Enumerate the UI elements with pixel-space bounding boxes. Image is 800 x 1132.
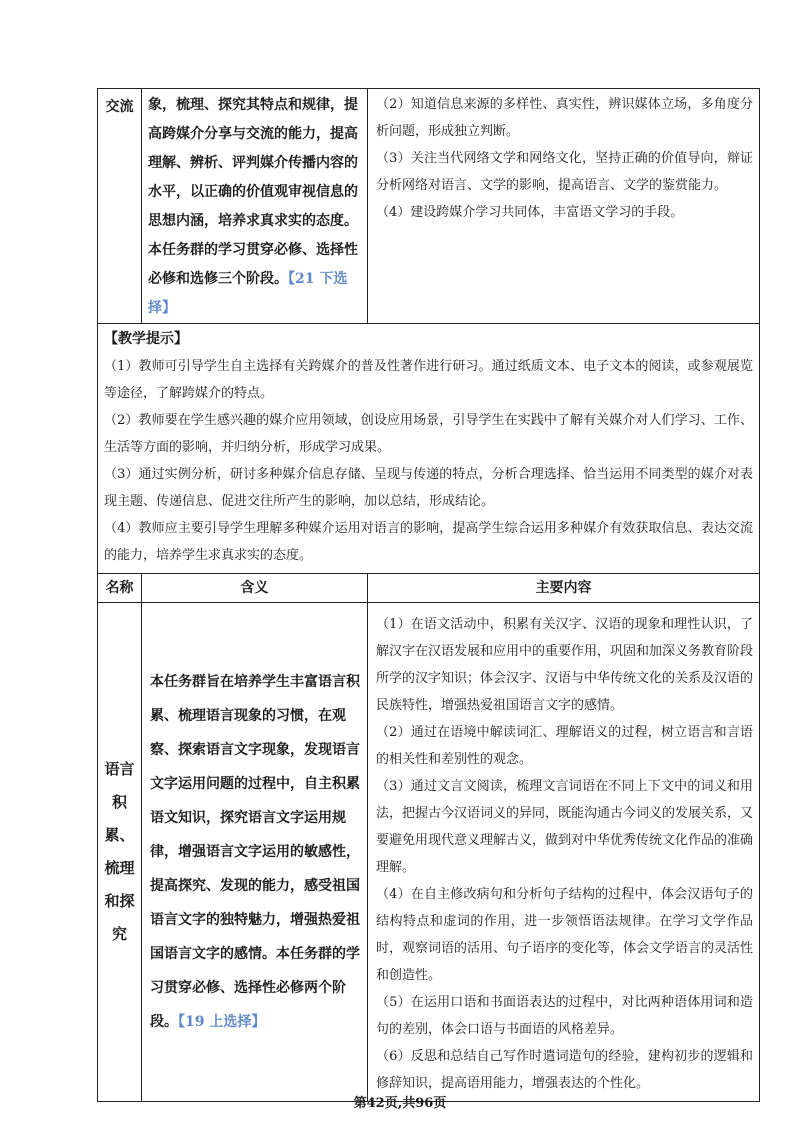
tip-item: （2）教师要在学生感兴趣的媒介应用领域，创设应用场景，引导学生在实践中了解有关媒介对人们学习、工作、生活等方面的影响，并归纳分析，形成学习成果。 bbox=[104, 413, 753, 455]
tip-item: （4）教师应主要引导学生理解多种媒介运用对语言的影响，提高学生综合运用多种媒介有效获取信息、表达交流的能力，培养学生求真求实的态度。 bbox=[104, 521, 753, 563]
task-group-name: 语言积累、梳理和探究 bbox=[104, 760, 135, 943]
tip-item: （1）教师可引导学生自主选择有关跨媒介的普及性著作进行研习。通过纸质文本、电子文本的阅读，或参观展览等途径，了解跨媒介的特点。 bbox=[104, 359, 753, 401]
exam-reference-tag: 【19 上选择】 bbox=[178, 1014, 266, 1030]
page-footer bbox=[0, 1092, 800, 1111]
content-item: （3）关注当代网络文学和网络文化，坚持正确的价值导向，辩证分析网络对语言、文学的影响，提高语言、文学的鉴赏能力。 bbox=[376, 151, 753, 193]
task-group-meaning-text: 本任务群旨在培养学生丰富语言积累、梳理语言现象的习惯，在观察、探索语言文字现象，发现语言文字运用问题的过程中，自主积累语文知识，探究语言文字运用规律，增强语言文字运用的敏感性，提高探究、发现的能力，感受祖国语言文字的独特魅力，增强热爱祖国语言文字的感情。本任务群的学习贯穿必修、选择性必修两个阶段。 bbox=[150, 674, 360, 1030]
content-item: （2）知道信息来源的多样性、真实性，辨识媒体立场，多角度分析问题，形成独立判断。 bbox=[376, 97, 753, 139]
continuation-name: 交流 bbox=[105, 99, 134, 115]
teaching-tips-row bbox=[98, 324, 760, 574]
continuation-meaning-cell bbox=[142, 89, 368, 324]
content-item: （1）在语文活动中，积累有关汉字、汉语的现象和理性认识，了解汉字在汉语发展和应用中的重要作用，巩固和加深义务教育阶段所学的汉字知识；体会汉字、汉语与中华传统文化的关系及汉语的民族特性，增强热爱祖国语言文字的感情。 bbox=[376, 617, 754, 713]
content-item: （2）通过在语境中解读词汇、理解语义的过程，树立语言和言语的相关性和差别性的观念。 bbox=[376, 725, 753, 767]
tip-item: （3）通过实例分析，研讨多种媒介信息存储、呈现与传递的特点，分析合理选择、恰当运用不同类型的媒介对表现主题、传递信息、促进交往所产生的影响，加以总结，形成结论。 bbox=[104, 467, 753, 509]
continuation-name-cell bbox=[98, 89, 142, 324]
task-group-content-cell bbox=[368, 603, 760, 1102]
continuation-meaning-text: 象，梳理、探究其特点和规律，提高跨媒介分享与交流的能力，提高理解、辨析、评判媒介传播内容的水平，以正确的价值观审视信息的思想内涵，培养求真求实的态度。本任务群的学习贯穿必修、选择性必修和选修三个阶段。 bbox=[148, 97, 358, 287]
page-number: 第42页,共96页 bbox=[353, 1096, 447, 1111]
header-content: 主要内容 bbox=[368, 574, 760, 603]
content-item: （3）通过文言文阅读，梳理文言词语在不同上下文中的词义和用法，把握古今汉语词义的异同，既能沟通古今词义的发展关系，又要避免用现代意义理解古义，做到对中华优秀传统文化作品的准确理解。 bbox=[376, 779, 754, 875]
content-item: （4）建设跨媒介学习共同体，丰富语文学习的手段。 bbox=[376, 205, 684, 220]
continuation-row bbox=[98, 89, 760, 324]
task-group-meaning-cell bbox=[142, 603, 368, 1102]
content-item: （4）在自主修改病句和分析句子结构的过程中，体会汉语句子的结构特点和虚词的作用，进一步领悟语法规律。在学习文学作品时，观察词语的活用、句子语序的变化等，体会文学语言的灵活性和创造性。 bbox=[376, 887, 754, 983]
header-name: 名称 bbox=[98, 574, 142, 603]
curriculum-table bbox=[97, 88, 760, 1102]
exam-reference-tag: 【21 下选择】 bbox=[148, 271, 348, 316]
content-item: （6）反思和总结自己写作时遣词造句的经验，建构初步的逻辑和修辞知识，提高语用能力，增强表达的个性化。 bbox=[376, 1049, 753, 1091]
content-item: （5）在运用口语和书面语表达的过程中，对比两种语体用词和造句的差别，体会口语与书面语的风格差异。 bbox=[376, 995, 753, 1037]
task-group-row bbox=[98, 603, 760, 1102]
header-meaning: 含义 bbox=[142, 574, 368, 603]
task-group-name-cell bbox=[98, 603, 142, 1102]
table-header-row bbox=[98, 574, 760, 603]
document-page bbox=[97, 88, 759, 1102]
teaching-tips-cell bbox=[98, 324, 760, 574]
teaching-tips-title: 【教学提示】 bbox=[104, 331, 188, 347]
continuation-content-cell bbox=[368, 89, 760, 324]
